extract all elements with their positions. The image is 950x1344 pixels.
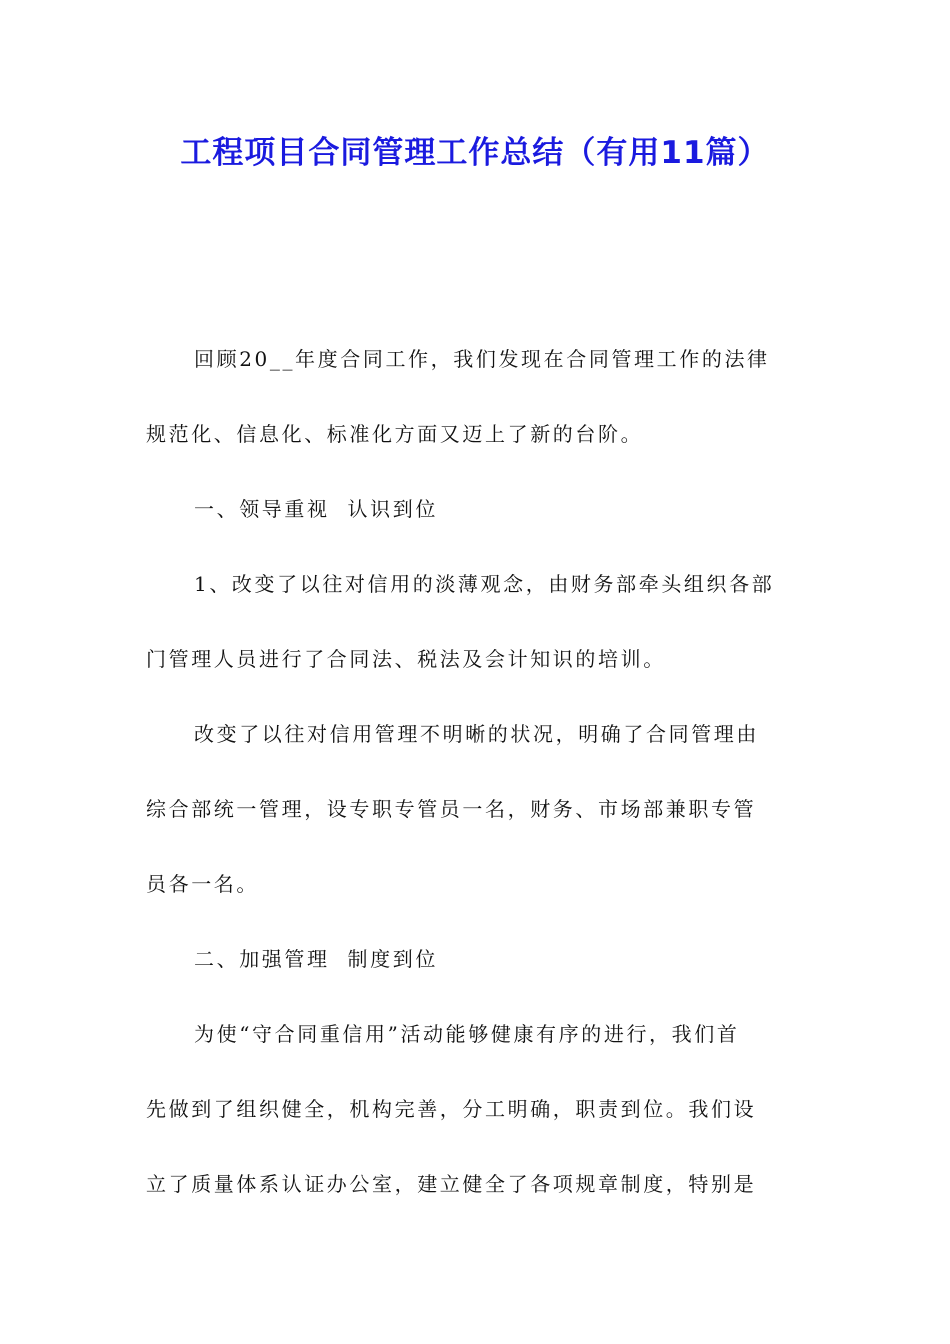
paragraph-line: 立了质量体系认证办公室，建立健全了各项规章制度，特别是: [146, 1172, 757, 1196]
document-title: 工程项目合同管理工作总结（有用11篇）: [180, 135, 770, 171]
paragraph-line: 为使“守合同重信用”活动能够健康有序的进行，我们首: [194, 1022, 740, 1046]
section-heading: 二、加强管理 制度到位: [194, 947, 438, 971]
paragraph-line: 回顾20__年度合同工作，我们发现在合同管理工作的法律: [194, 347, 770, 371]
paragraph-line: 门管理人员进行了合同法、税法及会计知识的培训。: [146, 647, 666, 671]
paragraph-line: 员各一名。: [146, 872, 259, 896]
paragraph-line: 先做到了组织健全，机构完善，分工明确，职责到位。我们设: [146, 1097, 757, 1121]
paragraph-line: 综合部统一管理，设专职专管员一名，财务、市场部兼职专管: [146, 797, 757, 821]
paragraph-line: 规范化、信息化、标准化方面又迈上了新的台阶。: [146, 422, 644, 446]
section-heading: 一、领导重视 认识到位: [194, 497, 438, 521]
paragraph-line: 改变了以往对信用管理不明晰的状况，明确了合同管理由: [194, 722, 759, 746]
document-body: [146, 336, 806, 1236]
paragraph-line: 1、改变了以往对信用的淡薄观念，由财务部牵头组织各部: [194, 572, 775, 596]
